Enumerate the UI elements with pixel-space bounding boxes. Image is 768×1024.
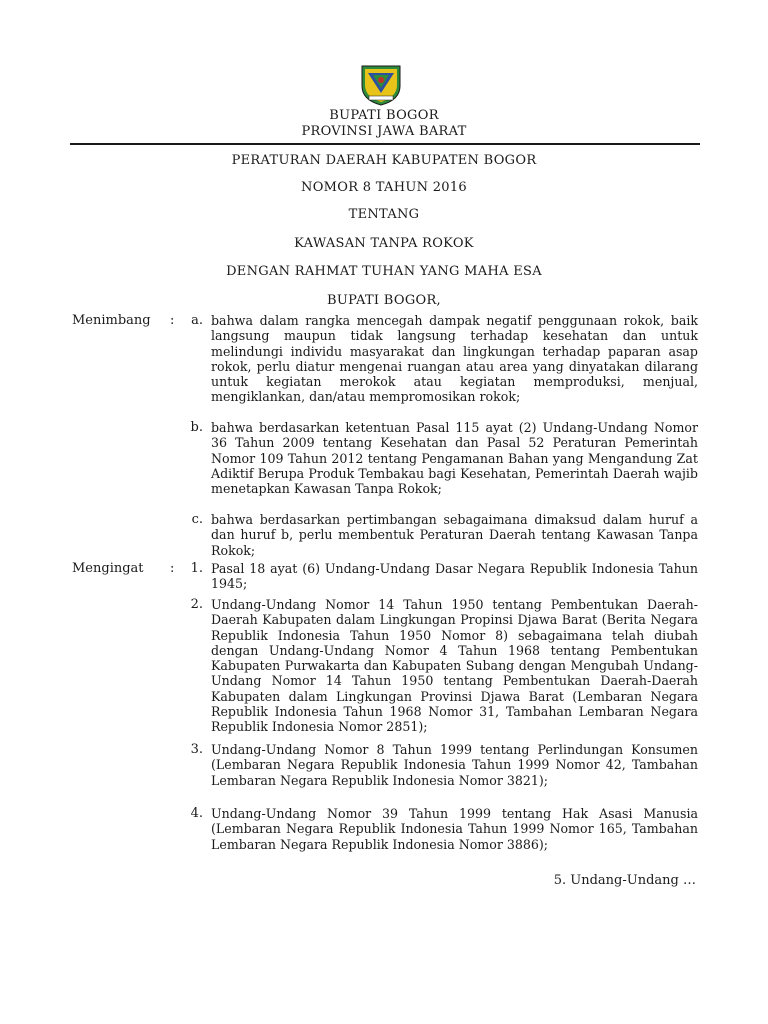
header-divider xyxy=(70,143,700,145)
mengingat-colon: : xyxy=(170,561,175,576)
menimbang-label: Menimbang xyxy=(72,313,151,328)
menimbang-colon: : xyxy=(170,313,175,328)
regulation-subject: KAWASAN TANPA ROKOK xyxy=(294,236,474,251)
about-heading: TENTANG xyxy=(348,207,420,222)
regulation-number: NOMOR 8 TAHUN 2016 xyxy=(301,180,467,195)
continuation-note: 5. Undang-Undang … xyxy=(553,873,696,888)
regulation-title: PERATURAN DAERAH KABUPATEN BOGOR xyxy=(231,153,537,168)
list-marker: 4. xyxy=(190,806,203,821)
list-marker: 2. xyxy=(190,597,203,612)
list-item: Undang-Undang Nomor 8 Tahun 1999 tentang Perlindungan Konsumen (Lembaran Negara Republik Indonesia Tahun 1999 Nomor 42, Tambahan Lembaran Negara Republik Indonesia Nomor 3821); xyxy=(211,742,698,788)
list-item: bahwa berdasarkan pertimbangan sebagaimana dimaksud dalam huruf a dan huruf b, perlu membentuk Peraturan Daerah tentang Kawasan Tanpa Rokok; xyxy=(211,512,698,558)
kabupaten-bogor-emblem-icon xyxy=(359,60,403,106)
list-marker: 3. xyxy=(190,742,203,757)
province-name: PROVINSI JAWA BARAT xyxy=(301,124,467,139)
list-marker: 1. xyxy=(190,561,203,576)
blessing-line: DENGAN RAHMAT TUHAN YANG MAHA ESA xyxy=(226,264,542,279)
list-marker: c. xyxy=(191,512,203,527)
list-marker: b. xyxy=(190,420,203,435)
issuer-line: BUPATI BOGOR, xyxy=(327,293,441,308)
list-marker: a. xyxy=(191,313,203,328)
mengingat-label: Mengingat xyxy=(72,561,144,576)
list-item: Pasal 18 ayat (6) Undang-Undang Dasar Negara Republik Indonesia Tahun 1945; xyxy=(211,561,698,592)
list-item: bahwa dalam rangka mencegah dampak negatif penggunaan rokok, baik langsung maupun tidak langsung terhadap kesehatan dan untuk melindungi individu masyarakat dan lingkungan terhadap paparan asap rokok, perlu diatur mengenai ruangan atau area yang dinyatakan dilarang untuk kegiatan merokok atau kegiatan memproduksi, menjual, mengiklankan, dan/atau mempromosikan rokok; xyxy=(211,313,698,405)
list-item: Undang-Undang Nomor 14 Tahun 1950 tentang Pembentukan Daerah-Daerah Kabupaten dalam Lingkungan Propinsi Djawa Barat (Berita Negara Republik Indonesia Tahun 1950 Nomor 8) sebagaimana telah diubah dengan Undang-Undang Nomor 4 Tahun 1968 tentang Pembentukan Kabupaten Purwakarta dan Kabupaten Subang dengan Mengubah Undang-Undang Nomor 14 Tahun 1950 tentang Pembentukan Daerah-Daerah Kabupaten dalam Lingkungan Provinsi Djawa Barat (Lembaran Negara Republik Indonesia Tahun 1968 Nomor 31, Tambahan Lembaran Negara Republik Indonesia Nomor 2851); xyxy=(211,597,698,735)
list-item: bahwa berdasarkan ketentuan Pasal 115 ayat (2) Undang-Undang Nomor 36 Tahun 2009 tentang Kesehatan dan Pasal 52 Peraturan Pemerintah Nomor 109 Tahun 2012 tentang Pengamanan Bahan yang Mengandung Zat Adiktif Berupa Produk Tembakau bagi Kesehatan, Pemerintah Daerah wajib menetapkan Kawasan Tanpa Rokok; xyxy=(211,420,698,497)
list-item: Undang-Undang Nomor 39 Tahun 1999 tentang Hak Asasi Manusia (Lembaran Negara Republik Indonesia Tahun 1999 Nomor 165, Tambahan Lembaran Negara Republik Indonesia Nomor 3886); xyxy=(211,806,698,852)
regent-title: BUPATI BOGOR xyxy=(329,108,439,123)
